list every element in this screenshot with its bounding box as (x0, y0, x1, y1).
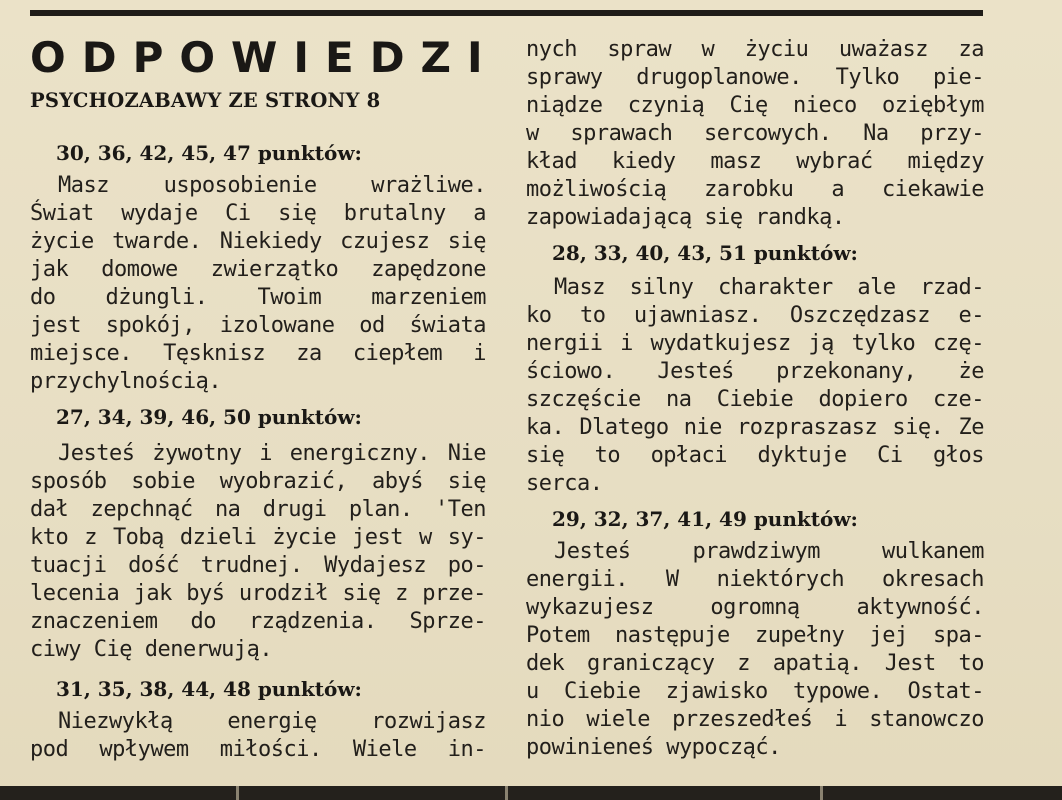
text-line (526, 566, 984, 594)
text-word: rozwijasz (371, 709, 486, 734)
text-word: Masz (58, 173, 109, 198)
text-word: stanowczo (869, 707, 984, 732)
text-line (30, 736, 486, 764)
text-word: dek (526, 651, 565, 676)
text-line (30, 340, 486, 368)
section-heading: 27, 34, 39, 46, 50 punktów: (56, 405, 362, 429)
text-word: wybrać (796, 149, 873, 174)
text-word: do (30, 285, 56, 310)
text-word: miejsce. (30, 341, 132, 366)
text-word: drugi (262, 497, 327, 522)
text-word: nergii (526, 331, 603, 356)
text-word: cze- (932, 387, 984, 412)
text-word: przy- (920, 121, 984, 146)
text-word: ogromną (710, 595, 800, 620)
text-word: wydaje (121, 201, 198, 226)
text-word: życiu (744, 37, 809, 62)
text-word: Ci (877, 443, 903, 468)
text-word: spraw (607, 37, 672, 62)
text-word: nie (683, 415, 722, 440)
text-word: tuacji (30, 553, 107, 578)
text-line (526, 650, 984, 678)
text-word: czę- (932, 331, 984, 356)
text-word: w (701, 37, 715, 62)
text-word: zwierzątko (210, 257, 339, 282)
text-word: Ze (958, 415, 984, 440)
text-word: zjawisko (665, 679, 768, 704)
text-word: życie (30, 229, 94, 254)
text-line (30, 496, 486, 524)
text-word: Tobą (112, 525, 164, 550)
text-word: zarobku (704, 177, 794, 202)
text-word: następuje (615, 623, 730, 648)
text-word: sposób (30, 469, 107, 494)
text-word: twarde. (112, 229, 202, 254)
text-word: Jesteś (657, 359, 734, 384)
text-word: zepchnąć (90, 497, 193, 522)
text-word: i (259, 441, 272, 466)
text-word: urodził (238, 581, 329, 606)
text-word: masz (710, 149, 762, 174)
text-word: Jesteś (58, 441, 135, 466)
text-word: dzieli (179, 525, 257, 550)
text-word: ściowo. (526, 359, 616, 384)
text-word: ka. (526, 415, 565, 440)
text-word: przekonany, (776, 359, 917, 384)
text-word: e- (958, 303, 984, 328)
text-word: się. (892, 415, 944, 440)
text-word: Cię (729, 93, 768, 118)
text-word: między (907, 149, 984, 174)
text-word: brutalny (343, 201, 446, 226)
text-line: przychylnością. (30, 369, 222, 394)
text-word: czynią (627, 93, 705, 118)
text-line (58, 172, 486, 200)
text-line (30, 284, 486, 312)
text-line: powinieneś wypocząć. (526, 735, 781, 760)
text-word: Ciebie (564, 679, 641, 704)
headline: ODPOWIEDZI (30, 33, 499, 82)
subhead: PSYCHOZABAWY ZE STRONY 8 (30, 89, 381, 112)
text-word: wiele (586, 707, 651, 732)
text-word: Niezwykłą (58, 709, 173, 734)
text-word: Dlatego (579, 415, 669, 440)
text-word: plan. (348, 497, 413, 522)
text-word: Niekiedy (219, 229, 322, 254)
text-line (30, 524, 486, 552)
text-word: Twoim (257, 285, 322, 310)
text-word: Ciebie (716, 387, 794, 412)
section-heading: 29, 32, 37, 41, 49 punktów: (552, 507, 858, 531)
text-word: prze- (422, 581, 486, 606)
text-word: i (620, 331, 633, 356)
text-word: drugoplanowe. (636, 65, 802, 90)
text-word: u (526, 679, 539, 704)
text-word: Tęsknisz (163, 341, 266, 366)
text-word: za (296, 341, 322, 366)
text-word: przeszedłeś (672, 707, 813, 732)
text-line (526, 302, 984, 330)
text-word: się (526, 443, 565, 468)
text-word: wyobrazić, (219, 469, 348, 494)
text-line (526, 176, 984, 204)
text-word: graniczący (587, 651, 715, 676)
text-word: apatią. (772, 651, 862, 676)
text-word: kład (526, 149, 577, 174)
text-word: w (526, 121, 539, 146)
text-word: energii. (526, 567, 628, 592)
rule-gap (236, 786, 239, 800)
text-word: jej (869, 623, 908, 648)
text-line (526, 414, 984, 442)
text-line: zapowiadającą się randką. (526, 205, 845, 230)
text-line (526, 92, 984, 120)
text-word: okresach (882, 567, 984, 592)
text-word: silny (629, 275, 694, 300)
text-word: dopiero (818, 387, 908, 412)
text-line: ciwy Cię denerwują. (30, 637, 273, 662)
text-word: się (278, 201, 317, 226)
text-word: nio (526, 707, 565, 732)
text-word: prawdziwym (692, 539, 820, 564)
text-line (526, 358, 984, 386)
text-word: ko (526, 303, 552, 328)
text-word: Ci (225, 201, 251, 226)
text-word: znaczeniem (30, 609, 158, 634)
text-word: izolowane (219, 313, 335, 338)
text-word: sobie (131, 469, 195, 494)
text-line (30, 228, 486, 256)
text-word: możliwością (526, 177, 667, 202)
text-word: nych (526, 37, 577, 62)
text-word: z (84, 525, 97, 550)
text-word: rozpraszasz (737, 415, 878, 440)
text-word: zapędzone (371, 257, 486, 282)
text-word: to (958, 651, 984, 676)
text-word: niektórych (716, 567, 845, 592)
text-line (526, 442, 984, 470)
text-word: lecenia (30, 581, 120, 606)
section-heading: 28, 33, 40, 43, 51 punktów: (552, 241, 858, 265)
text-word: energię (227, 709, 317, 734)
text-word: spokój, (105, 313, 195, 338)
text-word: z (395, 581, 408, 606)
text-word: wulkanem (882, 539, 984, 564)
text-word: rządzenia. (249, 609, 377, 634)
text-word: na (214, 497, 241, 522)
text-line (30, 200, 486, 228)
text-line (554, 538, 984, 566)
text-word: Oszczędzasz (789, 303, 931, 328)
text-word: dżungli. (105, 285, 208, 310)
text-word: 'Ten (434, 497, 486, 522)
text-word: Na (863, 121, 889, 146)
text-line (526, 148, 984, 176)
text-word: to (594, 443, 621, 468)
text-word: trudnej. (200, 553, 303, 578)
text-word: życie (272, 525, 337, 550)
text-word: na (665, 387, 692, 412)
text-word: wykazujesz (526, 595, 654, 620)
text-word: zupełny (754, 623, 845, 648)
text-word: charakter (718, 275, 833, 300)
text-line (30, 552, 486, 580)
text-word: dał (30, 497, 69, 522)
text-word: sercowych. (704, 121, 832, 146)
top-rule (30, 10, 983, 16)
text-line (30, 608, 486, 636)
text-word: ją (808, 331, 834, 356)
text-word: Tylko (835, 65, 900, 90)
text-line: serca. (526, 471, 603, 496)
text-line (30, 580, 486, 608)
text-word: wydatkujesz (650, 331, 791, 356)
text-word: a (831, 177, 845, 202)
text-word: dość (128, 553, 180, 578)
text-word: marzeniem (371, 285, 486, 310)
section-heading: 31, 35, 38, 44, 48 punktów: (56, 677, 362, 701)
text-word: głos (932, 443, 984, 468)
text-word: Ostat- (907, 679, 984, 704)
text-word: i (473, 341, 486, 366)
text-line (526, 706, 984, 734)
text-word: kiedy (611, 149, 676, 174)
text-word: jest (352, 525, 404, 550)
text-word: Wiele (352, 737, 417, 762)
section-heading: 30, 36, 42, 45, 47 punktów: (56, 141, 362, 165)
text-line (526, 622, 984, 650)
text-word: oziębłym (882, 93, 984, 118)
text-word: jak (30, 257, 69, 282)
text-line (58, 708, 486, 736)
text-word: w (419, 525, 432, 550)
text-word: jak (133, 581, 172, 606)
text-word: ujawniasz. (633, 303, 762, 328)
text-word: aktywność. (856, 595, 984, 620)
text-word: Jest (884, 651, 936, 676)
rule-gap (820, 786, 823, 800)
text-word: za (958, 37, 984, 62)
text-word: Masz (554, 275, 605, 300)
text-word: uważasz (838, 37, 929, 62)
text-word: że (958, 359, 984, 384)
rule-gap (505, 786, 508, 800)
text-word: sy- (447, 525, 486, 550)
text-word: spa- (932, 623, 984, 648)
text-word: ciepłem (352, 341, 443, 366)
text-word: in- (447, 737, 486, 762)
text-word: ale (857, 275, 896, 300)
text-word: pie- (933, 65, 984, 90)
text-line (30, 256, 486, 284)
text-word: typowe. (793, 679, 883, 704)
text-word: abyś (371, 469, 423, 494)
text-word: nieco (793, 93, 857, 118)
text-word: się (342, 581, 381, 606)
text-word: żywotny (152, 441, 242, 466)
text-word: i (834, 707, 848, 732)
text-word: jest (30, 313, 81, 338)
text-word: Potem (526, 623, 590, 648)
text-word: ciekawie (882, 177, 984, 202)
text-word: usposobienie (163, 173, 317, 198)
text-line (526, 594, 984, 622)
text-word: się (447, 469, 486, 494)
text-line (58, 440, 486, 468)
text-word: do (190, 609, 216, 634)
text-word: tylko (851, 331, 916, 356)
text-word: Sprze- (409, 609, 486, 634)
text-word: wpływem (99, 737, 189, 762)
text-word: energiczny. (289, 441, 430, 466)
text-word: opłaci (650, 443, 728, 468)
bottom-rule (0, 786, 1062, 800)
text-word: byś (186, 581, 225, 606)
text-word: się (447, 229, 486, 254)
text-word: kto (30, 525, 69, 550)
text-word: Jesteś (554, 539, 631, 564)
text-line (30, 468, 486, 496)
text-word: wrażliwe. (371, 173, 486, 198)
text-word: rzad- (920, 275, 984, 300)
text-word: szczęście (526, 387, 641, 412)
text-line (526, 36, 984, 64)
text-word: Nie (447, 441, 486, 466)
text-word: z (737, 651, 750, 676)
text-line (30, 312, 486, 340)
text-word: świata (409, 313, 486, 338)
text-word: dyktuje (757, 443, 847, 468)
text-word: a (473, 201, 486, 226)
text-word: sprawach (570, 121, 673, 146)
text-word: niądze (526, 93, 603, 118)
text-line (526, 678, 984, 706)
text-word: domowe (101, 257, 178, 282)
text-line (526, 64, 984, 92)
text-word: Wydajesz (324, 553, 427, 578)
text-word: Świat (30, 201, 94, 226)
text-line (526, 386, 984, 414)
text-line (526, 330, 984, 358)
text-word: to (579, 303, 606, 328)
text-word: W (665, 567, 679, 592)
text-word: po- (447, 553, 486, 578)
text-word: sprawy (526, 65, 603, 90)
text-word: czujesz (340, 229, 430, 254)
text-word: od (359, 313, 385, 338)
text-word: miłości. (219, 737, 322, 762)
text-line (554, 274, 984, 302)
text-word: pod (30, 737, 69, 762)
text-line (526, 120, 984, 148)
